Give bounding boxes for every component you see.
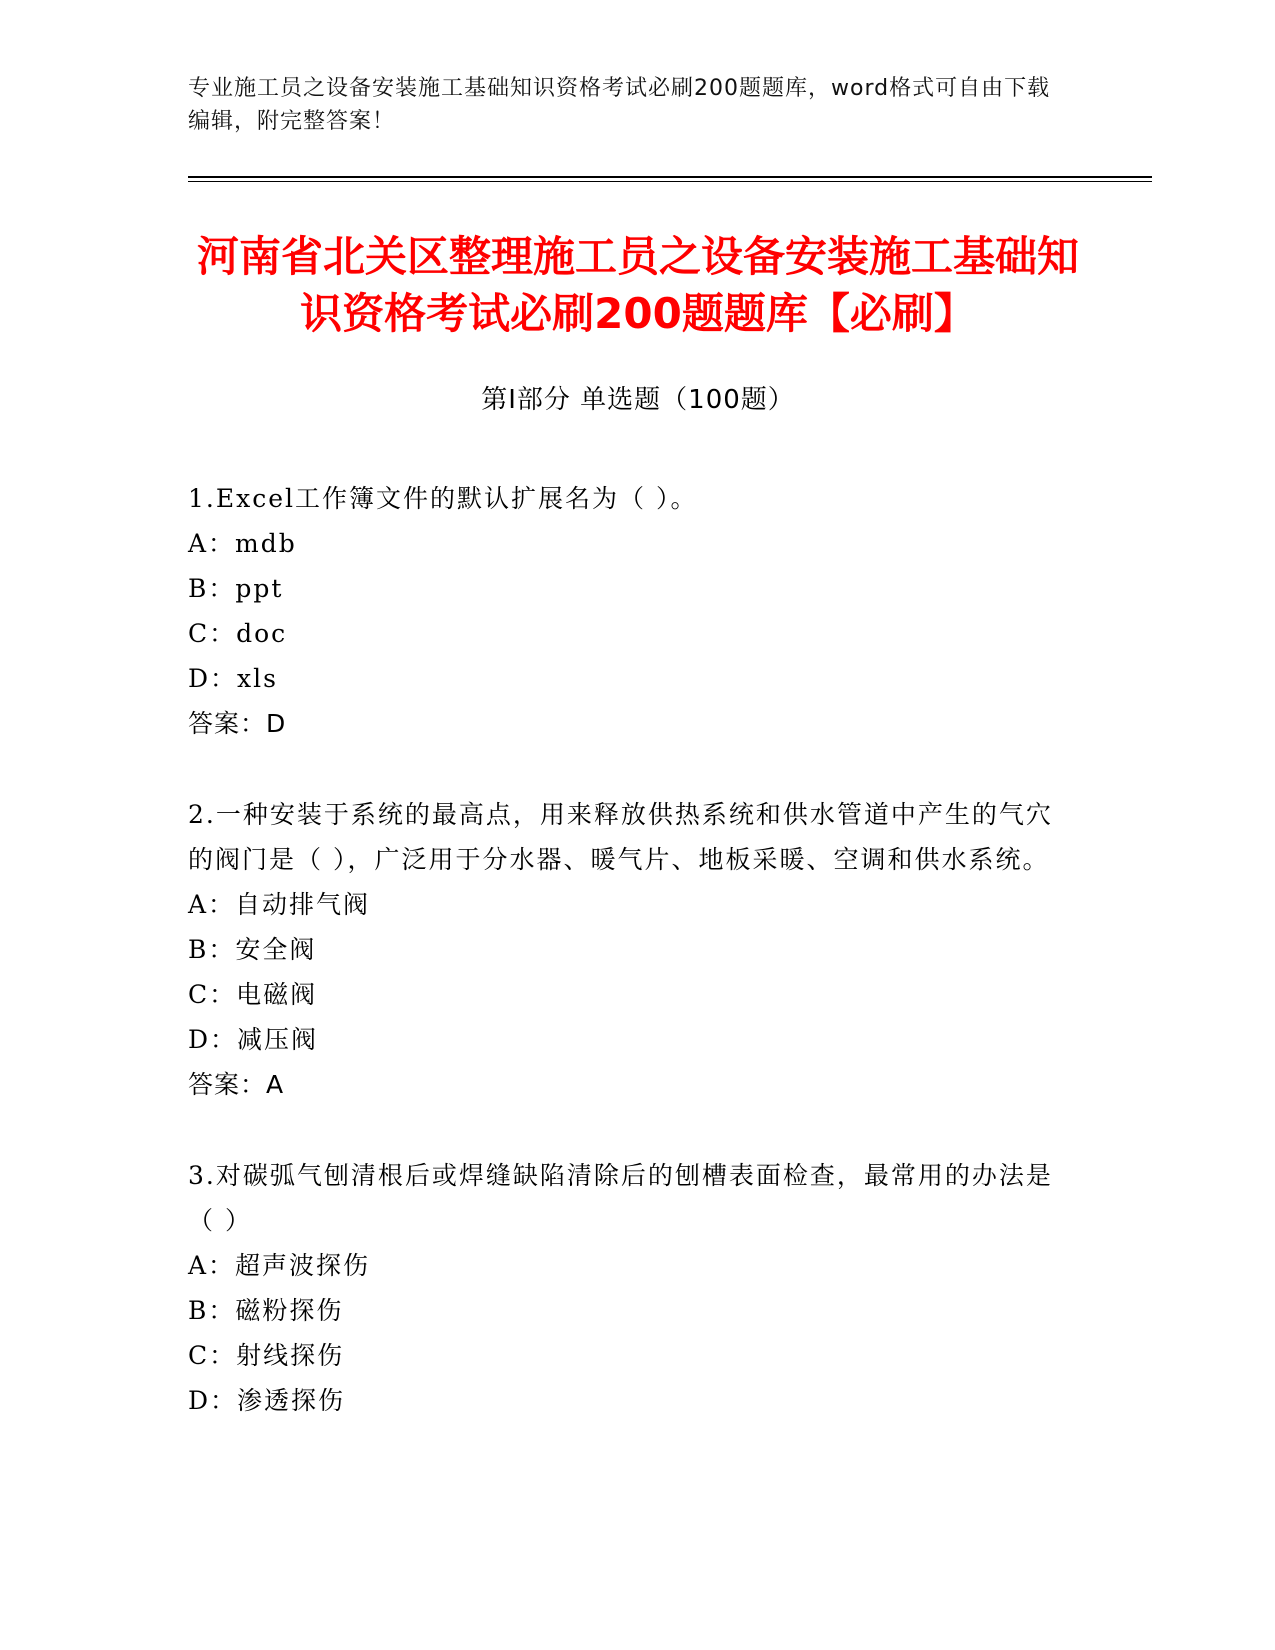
question-stem: 2.一种安装于系统的最高点，用来释放供热系统和供水管道中产生的气穴的阀门是（ ），广泛用于分水器、暖气片、地板采暖、空调和供水系统。 — [188, 800, 1053, 874]
option-a: A：超声波探伤 — [188, 1251, 371, 1280]
option-d: D：xls — [188, 664, 278, 693]
option-b: B：磁粉探伤 — [188, 1296, 344, 1325]
question-3 — [188, 1153, 1068, 1423]
option-c: C：电磁阀 — [188, 980, 318, 1009]
header-note: 专业施工员之设备安装施工基础知识资格考试必刷200题题库，word格式可自由下载编辑，附完整答案！ — [188, 76, 1051, 134]
section-title: 第Ⅰ部分 单选题（100题） — [481, 385, 795, 415]
option-b: B：ppt — [188, 574, 284, 603]
option-c: C：doc — [188, 619, 288, 648]
document-title: 河南省北关区整理施工员之设备安装施工基础知识资格考试必刷200题题库【必刷】 — [196, 232, 1079, 338]
answer: 答案：A — [188, 1070, 285, 1099]
question-2 — [188, 792, 1068, 1107]
header-rule-thin — [188, 181, 1152, 182]
question-stem: 1.Excel工作簿文件的默认扩展名为（ ）。 — [188, 484, 698, 513]
option-d: D：减压阀 — [188, 1025, 319, 1054]
option-b: B：安全阀 — [188, 935, 317, 964]
question-list — [188, 476, 1068, 1423]
header-rule-thick — [188, 176, 1152, 178]
question-stem: 3.对碳弧气刨清根后或焊缝缺陷清除后的刨槽表面检查，最常用的办法是（ ） — [188, 1161, 1053, 1235]
option-d: D：渗透探伤 — [188, 1386, 346, 1415]
answer: 答案：D — [188, 709, 287, 738]
question-1 — [188, 476, 1068, 746]
option-a: A：mdb — [188, 529, 297, 558]
option-c: C：射线探伤 — [188, 1341, 345, 1370]
option-a: A：自动排气阀 — [188, 890, 371, 919]
